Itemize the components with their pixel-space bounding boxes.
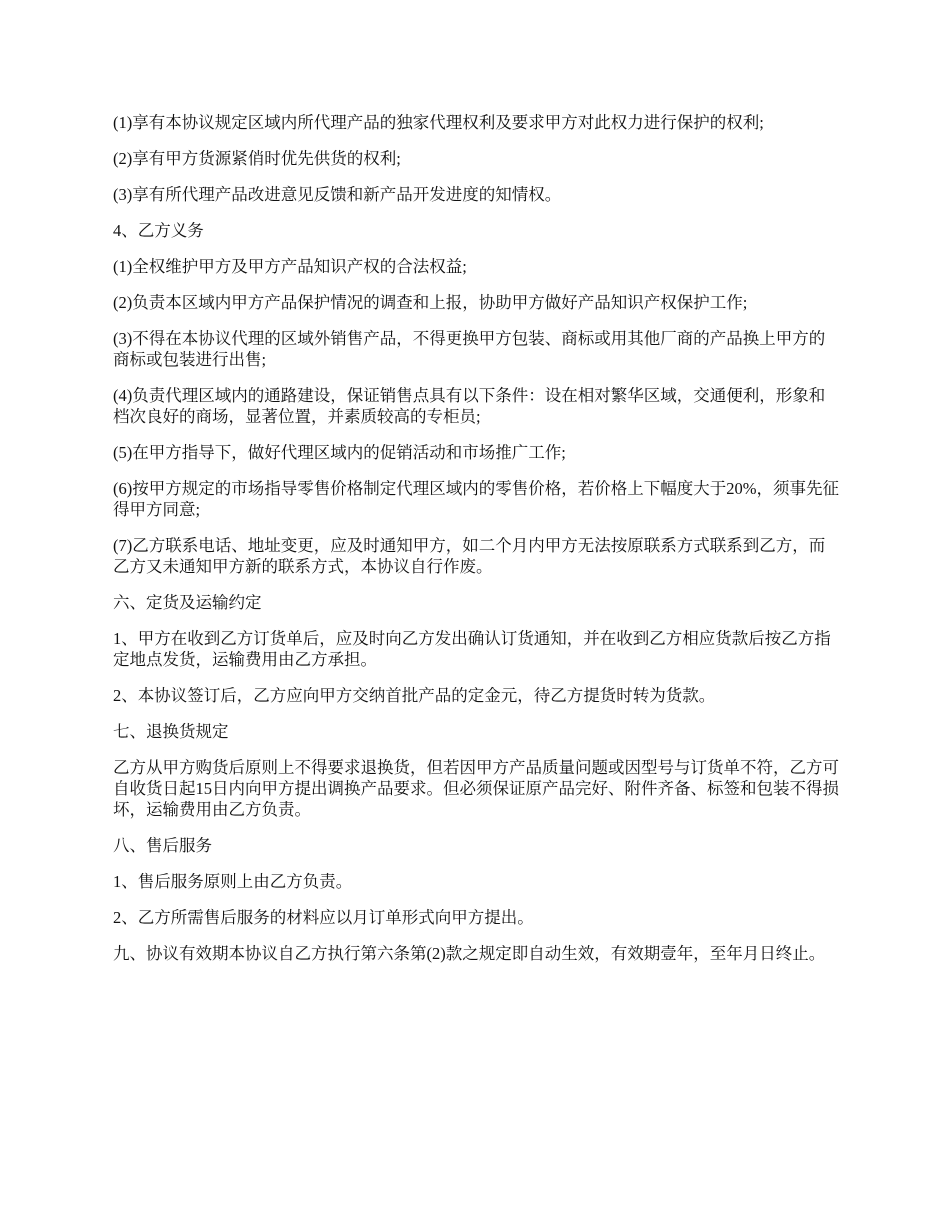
clause-paragraph: (7)乙方联系电话、地址变更，应及时通知甲方，如二个月内甲方无法按原联系方式联系到乙方，而乙方又未通知甲方新的联系方式，本协议自行作废。 [113, 536, 826, 576]
clause-paragraph: 九、协议有效期本协议自乙方执行第六条第(2)款之规定即自动生效，有效期壹年，至年月日终止。 [113, 944, 826, 963]
section-heading: 4、乙方义务 [113, 221, 204, 240]
clause-paragraph: 2、乙方所需售后服务的材料应以月订单形式向甲方提出。 [113, 908, 534, 927]
clause-paragraph: (1)享有本协议规定区域内所代理产品的独家代理权利及要求甲方对此权力进行保护的权利; [113, 113, 764, 132]
clause-paragraph: (2)享有甲方货源紧俏时优先供货的权利; [113, 149, 401, 168]
clause-paragraph: (5)在甲方指导下，做好代理区域内的促销活动和市场推广工作; [113, 443, 566, 462]
clause-paragraph: (3)享有所代理产品改进意见反馈和新产品开发进度的知情权。 [113, 185, 562, 204]
clause-paragraph: 乙方从甲方购货后原则上不得要求退换货，但若因甲方产品质量问题或因型号与订货单不符，乙方可自收货日起15日内向甲方提出调换产品要求。但必须保证原产品完好、附件齐备、标签和包装不得损坏，运输费用由乙方负责。 [113, 758, 839, 819]
section-heading: 六、定货及运输约定 [113, 593, 262, 612]
document-page [113, 112, 841, 979]
clause-paragraph: 1、甲方在收到乙方订货单后，应及时向乙方发出确认订货通知，并在收到乙方相应货款后按乙方指定地点发货，运输费用由乙方承担。 [113, 629, 831, 669]
section-heading: 八、售后服务 [113, 836, 212, 855]
clause-paragraph: 1、售后服务原则上由乙方负责。 [113, 872, 353, 891]
clause-paragraph: (6)按甲方规定的市场指导零售价格制定代理区域内的零售价格，若价格上下幅度大于20%，须事先征得甲方同意; [113, 479, 839, 519]
clause-paragraph: (3)不得在本协议代理的区域外销售产品，不得更换甲方包装、商标或用其他厂商的产品换上甲方的商标或包装进行出售; [113, 329, 826, 369]
clause-paragraph: (1)全权维护甲方及甲方产品知识产权的合法权益; [113, 257, 467, 276]
clause-paragraph: 2、本协议签订后，乙方应向甲方交纳首批产品的定金元，待乙方提货时转为货款。 [113, 686, 716, 705]
clause-paragraph: (4)负责代理区域内的通路建设，保证销售点具有以下条件：设在相对繁华区域，交通便利，形象和档次良好的商场，显著位置，并素质较高的专柜员; [113, 386, 826, 426]
section-heading: 七、退换货规定 [113, 722, 229, 741]
clause-paragraph: (2)负责本区域内甲方产品保护情况的调查和上报，协助甲方做好产品知识产权保护工作; [113, 293, 748, 312]
